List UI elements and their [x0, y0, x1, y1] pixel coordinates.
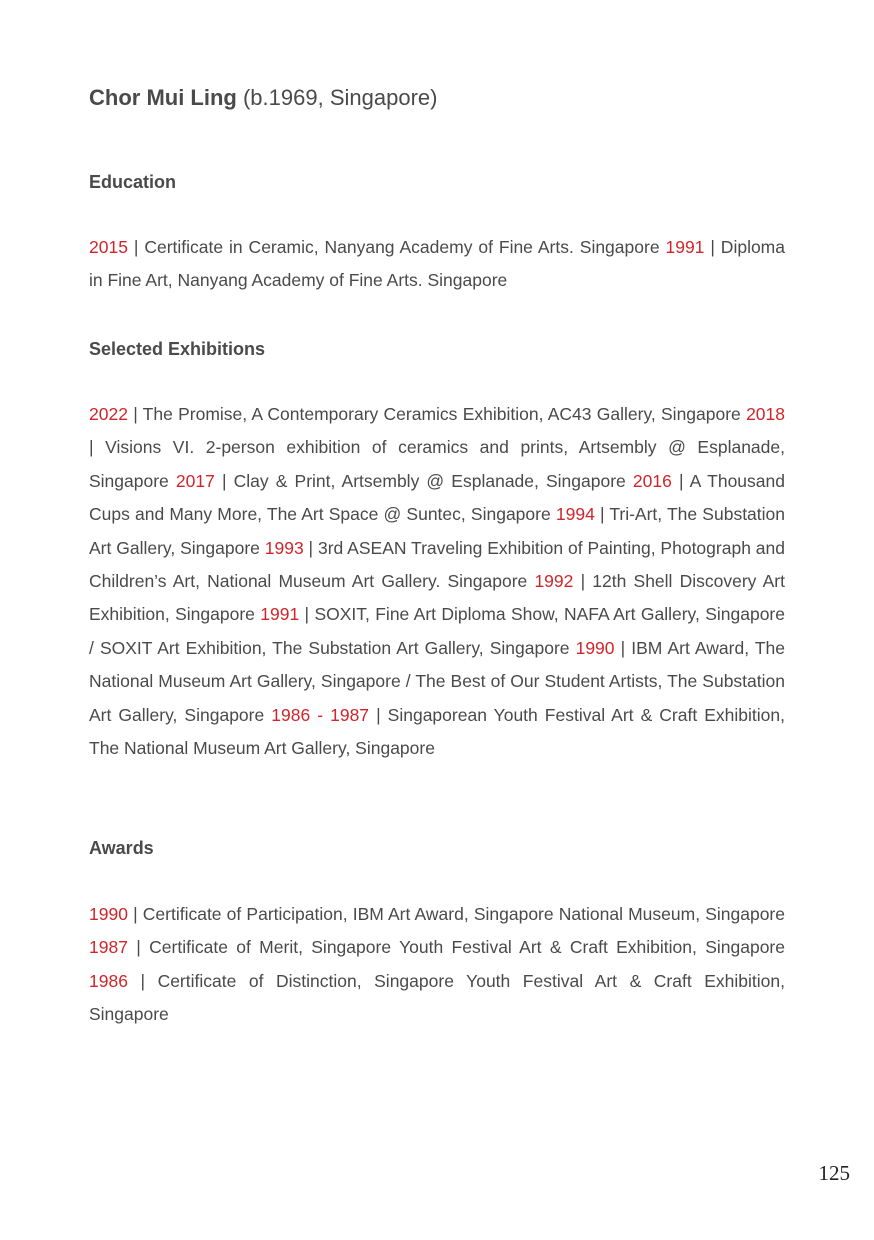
entry-text: | Certificate of Participation, IBM Art Award, Singapore National Museum, Singapore: [127, 904, 785, 924]
page-number: 125: [818, 1161, 850, 1185]
entry-text: | Clay & Print, Artsembly @ Esplanade, Singapore: [214, 470, 633, 491]
entry-text: | The Promise, A Contemporary Ceramics Exhibition, AC43 Gallery, Singapore: [127, 404, 747, 424]
entry-text: | Visions VI. 2-person exhibition of ceramics and prints, Artsembly @ Esplanade, Singapore: [89, 437, 785, 491]
exhibitions-list: [89, 398, 785, 765]
entry-year: 1994: [555, 504, 595, 525]
education-heading: Education: [89, 172, 177, 192]
artist-name: Chor Mui Ling: [89, 85, 237, 110]
entry-year: 1990: [89, 904, 128, 924]
entry-text: | SOXIT, Fine Art Diploma Show, NAFA Art Gallery, Singapore / SOXIT Art Exhibition, The Substation Art Gallery, Singapore: [89, 604, 785, 658]
entry-text: | Certificate of Distinction, Singapore Youth Festival Art & Craft Exhibition, Singapore: [89, 970, 785, 1025]
entry-year: 2016: [632, 470, 672, 491]
entry-text: | 12th Shell Discovery Art Exhibition, Singapore: [89, 571, 785, 625]
entry-text: | Certificate in Ceramic, Nanyang Academy of Fine Arts. Singapore: [127, 237, 666, 257]
entry-year: 1990: [575, 637, 615, 658]
entry-text: | Singaporean Youth Festival Art & Craft Exhibition, The National Museum Art Gallery, Singapore: [89, 704, 785, 759]
artist-birth-info: (b.1969, Singapore): [242, 85, 438, 110]
education-list: [89, 231, 785, 298]
entry-text: | 3rd ASEAN Traveling Exhibition of Painting, Photograph and Children’s Art, National Museum Art Gallery. Singapore: [89, 537, 785, 592]
entry-year: 1987: [89, 937, 128, 958]
entry-year: 1991: [260, 604, 300, 625]
entry-year: 1992: [534, 571, 574, 592]
entry-year: 2015: [89, 237, 128, 257]
entry-text: | Diploma in Fine Art, Nanyang Academy of Fine Arts. Singapore: [89, 237, 785, 291]
entry-year: 2017: [175, 470, 215, 491]
entry-year: 1986 - 1987: [271, 704, 370, 725]
entry-year: 1991: [665, 237, 705, 257]
awards-list: [89, 898, 785, 1032]
artist-title: [89, 82, 437, 114]
entry-text: | IBM Art Award, The National Museum Art Gallery, Singapore / The Best of Our Student Artists, The Substation Art Gallery, Singapore: [89, 637, 785, 725]
exhibitions-heading: Selected Exhibitions: [89, 339, 266, 359]
entry-text: | A Thousand Cups and Many More, The Art Space @ Suntec, Singapore: [89, 470, 785, 525]
entry-year: 1993: [264, 537, 304, 558]
awards-heading: Awards: [89, 838, 154, 858]
entry-year: 1986: [89, 970, 128, 991]
entry-year: 2022: [89, 404, 128, 424]
entry-text: | Certificate of Merit, Singapore Youth Festival Art & Craft Exhibition, Singapore: [127, 937, 785, 958]
entry-year: 2018: [746, 404, 785, 424]
entry-text: | Tri-Art, The Substation Art Gallery, Singapore: [89, 504, 785, 558]
